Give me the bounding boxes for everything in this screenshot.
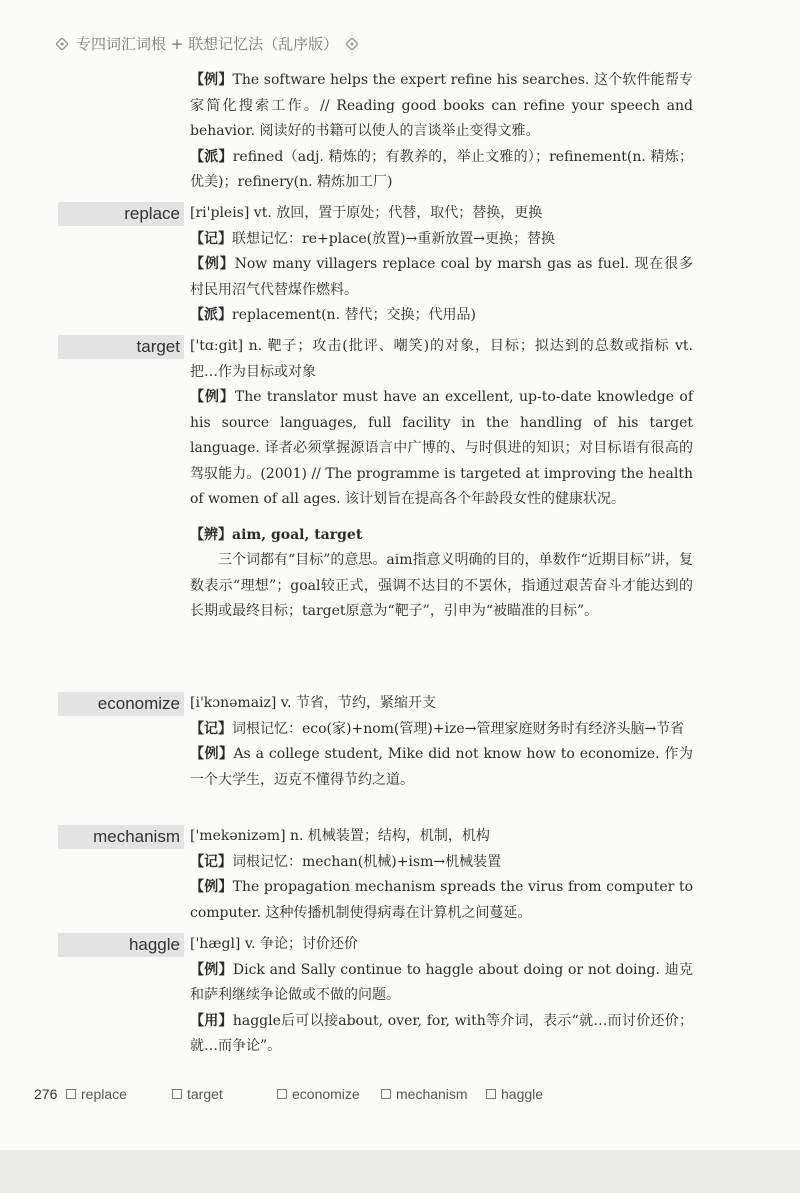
memory-tag: 【记】 xyxy=(190,853,232,870)
derivative-tag: 【派】 xyxy=(190,148,233,165)
footer-word-item: mechanism xyxy=(381,1086,468,1102)
distinction-words: aim, goal, target xyxy=(232,526,363,543)
example-line xyxy=(190,385,693,513)
example-text: The software helps the expert refine his searches. 这个软件能帮专家简化搜索工作。// Reading good books can refine your speech and behavior. 阅读好的书籍可以使人的言谈举止变得文雅。 xyxy=(190,72,694,139)
example-text: The propagation mechanism spreads the virus from computer to computer. 这种传播机制使得病毒在计算机之间蔓延。 xyxy=(190,879,694,921)
running-header xyxy=(56,33,358,54)
memory-tag: 【记】 xyxy=(190,230,232,247)
definition-line: ['tɑːgit] n. 靶子；攻击(批评、嘲笑)的对象，目标；拟达到的总数或指标 vt. 把…作为目标或对象 xyxy=(190,338,693,380)
memory-tag: 【记】 xyxy=(190,720,232,737)
derivative-text: replacement(n. 替代；交换；代用品) xyxy=(232,307,476,323)
footer-word-item: haggle xyxy=(486,1086,543,1102)
page-number: 276 xyxy=(34,1086,58,1102)
checkbox-square-icon xyxy=(66,1089,76,1099)
checkbox-square-icon xyxy=(172,1089,182,1099)
headword-target: target xyxy=(136,337,180,356)
derivative-line xyxy=(190,145,693,196)
diamond-ornament-icon xyxy=(56,36,68,48)
header-title: 专四词汇词根 + 联想记忆法（乱序版） xyxy=(76,35,339,53)
example-line xyxy=(190,252,693,303)
headword-bar xyxy=(58,825,184,849)
example-tag: 【例】 xyxy=(190,746,234,762)
page-bottom-edge xyxy=(0,1150,800,1193)
entry-economize xyxy=(190,691,693,793)
entry-replace xyxy=(190,201,693,329)
headword-bar xyxy=(58,202,184,226)
definition-line: [i'kɔnəmaiz] v. 节省，节约，紧缩开支 xyxy=(190,695,436,711)
definition-line: [ri'pleis] vt. 放回，置于原处；代替，取代；替换，更换 xyxy=(190,205,543,221)
derivative-tag: 【派】 xyxy=(190,307,232,323)
memory-line xyxy=(190,850,693,876)
headword-economize: economize xyxy=(97,694,180,713)
example-text: Now many villagers replace coal by marsh gas as fuel. 现在很多村民用沼气代替煤作燃料。 xyxy=(190,256,693,298)
headword-bar xyxy=(58,335,184,359)
memory-text: 词根记忆：mechan(机械)+ism→机械装置 xyxy=(232,853,502,870)
headword-bar xyxy=(58,933,184,957)
distinction-tag: 【辨】 xyxy=(190,526,232,543)
footer-word-item: economize xyxy=(277,1086,360,1102)
footer-word-item: replace xyxy=(66,1086,127,1102)
refine-continuation xyxy=(190,68,693,196)
headword-haggle: haggle xyxy=(128,935,180,954)
example-line xyxy=(190,742,693,793)
example-tag: 【例】 xyxy=(190,72,233,88)
example-tag: 【例】 xyxy=(190,879,233,895)
definition-line: ['hægl] v. 争论；讨价还价 xyxy=(190,936,358,952)
derivative-text: refined（adj. 精炼的；有教养的，举止文雅的）；refinement(n. 精炼；优美)；refinery(n. 精炼加工厂) xyxy=(190,148,694,190)
example-line xyxy=(190,875,693,926)
checkbox-square-icon xyxy=(486,1089,496,1099)
usage-tag: 【用】 xyxy=(190,1012,233,1029)
example-line xyxy=(190,958,693,1009)
definition-line: ['mekənizəm] n. 机械装置；结构，机制，机构 xyxy=(190,828,490,844)
distinction-line xyxy=(190,523,693,549)
example-text: Dick and Sally continue to haggle about doing or not doing. 迪克和萨利继续争论做或不做的问题。 xyxy=(190,961,693,1003)
checkbox-square-icon xyxy=(277,1089,287,1099)
usage-line xyxy=(190,1009,693,1060)
distinction-text: 三个词都有“目标”的意思。aim指意义明确的目的，单数作“近期目标”讲，复数表示“理想”；goal较正式，强调不达目的不罢休，指通过艰苦奋斗才能达到的长期或最终目标；target原意为“靶子”，引申为“被瞄准的目标”。 xyxy=(190,552,693,619)
headword-mechanism: mechanism xyxy=(93,827,180,846)
checkbox-square-icon xyxy=(381,1089,391,1099)
memory-text: 词根记忆：eco(家)+nom(管理)+ize→管理家庭财务时有经济头脑→节省 xyxy=(232,720,685,737)
memory-text: 联想记忆：re+place(放置)→重新放置→更换；替换 xyxy=(232,230,556,247)
entry-haggle xyxy=(190,932,693,1060)
example-line xyxy=(190,68,693,145)
headword-bar xyxy=(58,692,184,716)
usage-text: haggle后可以接about, over, for, with等介词，表示“就…而讨价还价；就…而争论”。 xyxy=(190,1012,694,1054)
derivative-line xyxy=(190,303,693,329)
headword-replace: replace xyxy=(124,204,180,223)
example-text: As a college student, Mike did not know how to economize. 作为一个大学生，迈克不懂得节约之道。 xyxy=(190,746,693,788)
memory-line xyxy=(190,227,693,253)
example-text: The translator must have an excellent, up-to-date knowledge of his source languages, full facility in the handling of his target language. 译者必须掌握源语言中广博的、与时俱进的知识；对目标语有很高的驾驭能力。(2001) // The programme is targeted at improving the health of women of all ages. 该计划旨在提高各个年龄段女性的健康状况。 xyxy=(190,389,694,507)
example-tag: 【例】 xyxy=(190,389,235,405)
example-tag: 【例】 xyxy=(190,256,235,272)
entry-target xyxy=(190,334,693,625)
entry-mechanism xyxy=(190,824,693,926)
example-tag: 【例】 xyxy=(190,961,233,978)
footer-word-item: target xyxy=(172,1086,223,1102)
diamond-ornament-icon xyxy=(346,36,358,48)
memory-line xyxy=(190,717,693,743)
